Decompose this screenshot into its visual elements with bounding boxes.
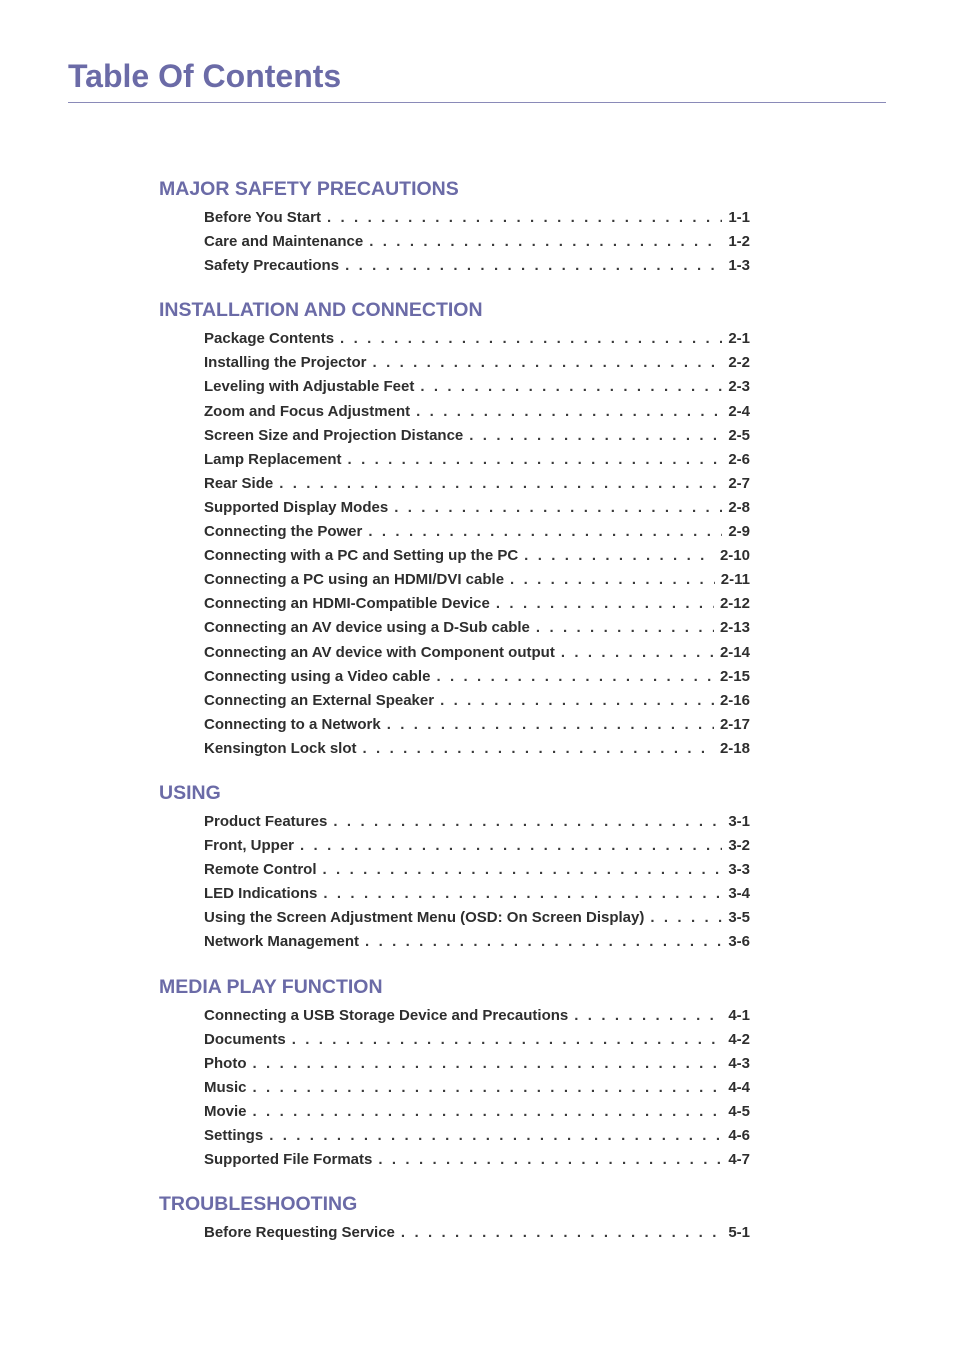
section-title: USING (159, 781, 221, 804)
toc-entry-label: Connecting a PC using an HDMI/DVI cable (204, 571, 505, 589)
dot-leader (574, 1007, 722, 1024)
toc-entry-label: Supported File Formats (204, 1151, 373, 1169)
toc-entry-label: Connecting using a Video cable (204, 667, 431, 685)
toc-entry[interactable] (204, 1151, 750, 1175)
page-title: Table Of Contents (68, 58, 342, 94)
toc-entry[interactable] (204, 354, 750, 378)
toc-entry-label: Installing the Projector (204, 354, 367, 372)
toc-entry-label: Using the Screen Adjustment Menu (OSD: On Screen Display) (204, 909, 645, 927)
toc-entry-page-number: 3-5 (728, 909, 750, 927)
toc-entry-label: Connecting with a PC and Setting up the PC (204, 547, 519, 565)
dot-leader (524, 547, 714, 564)
toc-entry-label: Photo (204, 1054, 247, 1072)
dot-leader (469, 427, 722, 444)
dot-leader (279, 475, 722, 492)
dot-leader (340, 330, 722, 347)
toc-entry-label: Settings (204, 1127, 264, 1144)
toc-entry[interactable] (204, 1127, 750, 1151)
toc-entry-page-number: 2-1 (728, 330, 750, 348)
dot-leader (394, 499, 722, 516)
toc-entry[interactable] (204, 595, 750, 619)
table-of-contents (159, 177, 750, 1265)
toc-entry-page-number: 2-16 (719, 691, 750, 709)
toc-entry-page-number: 2-12 (719, 595, 750, 613)
dot-leader (323, 885, 722, 902)
toc-entry-label: Front, Upper (204, 837, 294, 855)
toc-entry[interactable] (204, 1031, 750, 1055)
toc-entry-page-number: 2-5 (728, 426, 750, 444)
toc-entry-page-number: 2-6 (728, 450, 750, 468)
toc-entry-list (159, 813, 750, 958)
dot-leader (253, 1079, 723, 1096)
toc-entry-page-number: 2-2 (728, 354, 750, 372)
toc-entry-page-number: 1-1 (728, 209, 750, 226)
dot-leader (363, 740, 714, 757)
toc-entry-page-number: 2-9 (728, 523, 750, 541)
toc-entry-label: Connecting the Power (204, 523, 363, 541)
toc-entry[interactable] (204, 547, 750, 571)
toc-entry[interactable] (204, 475, 750, 499)
dot-leader (327, 209, 722, 226)
toc-entry-label: Care and Maintenance (204, 233, 364, 251)
toc-entry-label: Before You Start (204, 209, 321, 226)
toc-entry-page-number: 2-15 (719, 667, 750, 685)
dot-leader (561, 644, 714, 661)
dot-leader (368, 523, 722, 540)
dot-leader (436, 668, 714, 685)
toc-entry-page-number: 4-3 (728, 1054, 750, 1072)
toc-entry[interactable] (204, 1055, 750, 1079)
dot-leader (323, 861, 723, 878)
toc-entry-label: Zoom and Focus Adjustment (204, 402, 411, 420)
toc-entry-label: Product Features (204, 812, 328, 830)
toc-entry[interactable] (204, 499, 750, 523)
toc-entry-label: Connecting a USB Storage Device and Precautions (204, 1006, 569, 1024)
toc-entry-page-number: 2-10 (719, 547, 750, 565)
dot-leader (536, 619, 714, 636)
toc-section (159, 975, 750, 1176)
toc-entry-label: Lamp Replacement (204, 450, 342, 468)
toc-entry-label: Rear Side (204, 474, 274, 492)
section-title: INSTALLATION AND CONNECTION (159, 299, 483, 322)
dot-leader (650, 909, 722, 926)
dot-leader (345, 257, 722, 274)
toc-entry[interactable] (204, 885, 750, 909)
toc-entry-page-number: 5-1 (728, 1224, 750, 1242)
toc-entry-label: Supported Display Modes (204, 498, 389, 516)
toc-entry-page-number: 4-4 (728, 1078, 750, 1096)
dot-leader (387, 716, 714, 733)
toc-entry[interactable] (204, 1007, 750, 1031)
toc-entry-page-number: 2-17 (719, 715, 750, 733)
toc-entry-page-number: 4-6 (728, 1127, 750, 1144)
dot-leader (333, 813, 722, 830)
toc-section (159, 298, 750, 764)
toc-entry-label: Connecting an AV device using a D-Sub cable (204, 619, 530, 637)
toc-entry-label: Safety Precautions (204, 257, 340, 275)
toc-entry-page-number: 4-7 (728, 1151, 750, 1169)
title-divider (68, 102, 886, 103)
toc-entry-label: Connecting to a Network (204, 715, 381, 733)
toc-entry-label: Connecting an HDMI-Compatible Device (204, 595, 490, 613)
toc-entry[interactable] (204, 644, 750, 668)
dot-leader (253, 1055, 723, 1072)
toc-entry-page-number: 1-3 (728, 257, 750, 275)
dot-leader (496, 595, 714, 612)
dot-leader (365, 933, 722, 950)
toc-entry[interactable] (204, 257, 750, 281)
dot-leader (373, 354, 723, 371)
dot-leader (300, 837, 722, 854)
toc-entry[interactable] (204, 933, 750, 957)
toc-entry-list (159, 330, 750, 764)
toc-entry[interactable] (204, 427, 750, 451)
toc-entry-page-number: 4-5 (728, 1102, 750, 1120)
dot-leader (292, 1031, 723, 1048)
toc-entry-page-number: 3-4 (728, 885, 750, 903)
toc-entry-page-number: 2-8 (728, 498, 750, 516)
toc-entry-page-number: 3-1 (728, 812, 750, 830)
toc-entry-page-number: 4-2 (728, 1030, 750, 1048)
toc-entry-page-number: 2-18 (719, 739, 750, 757)
toc-entry-label: Package Contents (204, 330, 335, 348)
toc-entry-label: Music (204, 1078, 247, 1096)
dot-leader (420, 378, 722, 395)
toc-section (159, 177, 750, 281)
toc-section (159, 1192, 750, 1248)
toc-entry[interactable] (204, 523, 750, 547)
toc-entry[interactable] (204, 1103, 750, 1127)
toc-entry[interactable] (204, 861, 750, 885)
toc-entry[interactable] (204, 619, 750, 643)
dot-leader (253, 1103, 723, 1120)
toc-entry-label: Kensington Lock slot (204, 739, 357, 757)
toc-entry-page-number: 2-11 (720, 571, 750, 589)
dot-leader (416, 403, 722, 420)
dot-leader (369, 233, 722, 250)
toc-entry[interactable] (204, 233, 750, 257)
toc-entry-list (159, 1224, 750, 1248)
toc-entry-page-number: 2-3 (728, 378, 750, 396)
toc-entry-page-number: 3-3 (728, 861, 750, 879)
dot-leader (510, 571, 715, 588)
toc-entry-label: Connecting an External Speaker (204, 691, 435, 709)
dot-leader (269, 1127, 722, 1144)
toc-entry[interactable] (204, 378, 750, 402)
toc-section (159, 781, 750, 958)
toc-entry[interactable] (204, 837, 750, 861)
toc-entry-label: Movie (204, 1102, 247, 1120)
toc-entry-page-number: 3-2 (728, 837, 750, 855)
toc-entry[interactable] (204, 1079, 750, 1103)
toc-entry-page-number: 2-7 (728, 474, 750, 492)
dot-leader (440, 692, 714, 709)
toc-entry[interactable] (204, 209, 750, 233)
toc-entry-label: Remote Control (204, 861, 317, 879)
dot-leader (348, 451, 723, 468)
toc-entry-page-number: 3-6 (728, 933, 750, 951)
toc-entry[interactable] (204, 571, 750, 595)
toc-entry-page-number: 2-4 (728, 402, 750, 420)
section-title: MEDIA PLAY FUNCTION (159, 975, 383, 998)
toc-entry-list (159, 209, 750, 281)
toc-entry-page-number: 2-14 (719, 643, 750, 661)
toc-entry-label: Before Requesting Service (204, 1224, 395, 1242)
dot-leader (401, 1224, 722, 1241)
toc-entry-label: Connecting an AV device with Component output (204, 643, 555, 661)
toc-entry-page-number: 1-2 (728, 233, 750, 251)
toc-entry[interactable] (204, 740, 750, 764)
toc-entry[interactable] (204, 1224, 750, 1248)
toc-entry-label: Documents (204, 1030, 286, 1048)
toc-entry-page-number: 4-1 (728, 1006, 750, 1024)
toc-entry[interactable] (204, 451, 750, 475)
toc-entry-label: LED Indications (204, 885, 318, 903)
section-title: TROUBLESHOOTING (159, 1193, 358, 1216)
toc-entry[interactable] (204, 403, 750, 427)
toc-entry-list (159, 1007, 750, 1176)
toc-entry-label: Network Management (204, 933, 360, 951)
toc-entry[interactable] (204, 668, 750, 692)
toc-entry[interactable] (204, 813, 750, 837)
toc-entry-label: Screen Size and Projection Distance (204, 426, 464, 444)
toc-entry[interactable] (204, 716, 750, 740)
toc-entry[interactable] (204, 909, 750, 933)
dot-leader (378, 1151, 722, 1168)
toc-entry[interactable] (204, 330, 750, 354)
toc-entry[interactable] (204, 692, 750, 716)
toc-entry-page-number: 2-13 (719, 619, 750, 637)
toc-entry-label: Leveling with Adjustable Feet (204, 378, 415, 396)
section-title: MAJOR SAFETY PRECAUTIONS (159, 178, 459, 200)
